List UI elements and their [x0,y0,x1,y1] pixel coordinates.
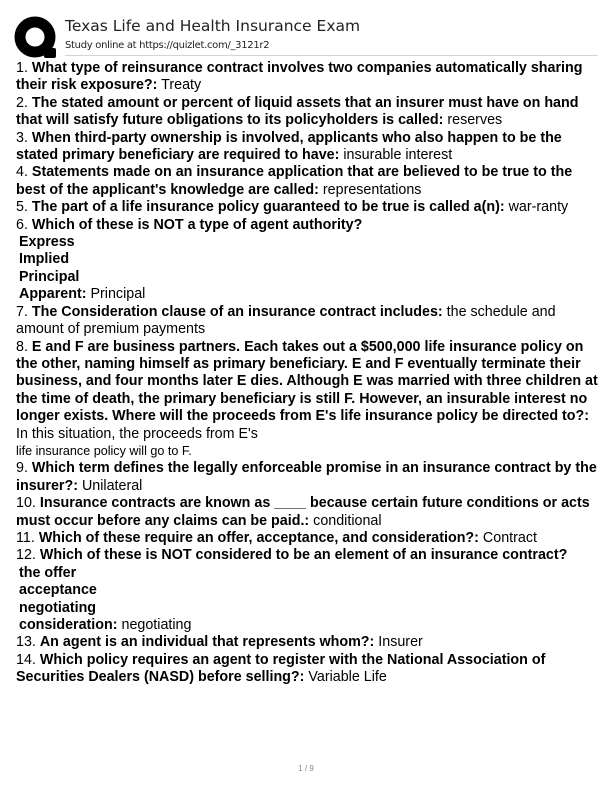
answer-option: Express [19,234,75,251]
page-number: 1 / 9 [298,764,314,773]
answer-option: the offer [19,564,77,581]
question-item-12: 12. Which of these is NOT considered to be an element of an insurance contract? the offer acceptance negotiating consideration: negotiating [16,547,600,634]
question-item-7: 7. The Consideration clause of an insurance contract includes: the schedule and amount of premium payments [16,303,556,338]
header-divider [65,55,598,56]
question-item-13: 13. An agent is an individual that represents whom?: Insurer [16,634,423,651]
document-title: Texas Life and Health Insurance Exam [65,17,361,35]
question-item-11: 11. Which of these require an offer, acceptance, and consideration?: Contract [16,529,537,546]
question-item-2: 2. The stated amount or percent of liquid assets that an insurer must have on hand that will satisfy future obligations to its policyholders is called: reserves [16,94,579,129]
quizlet-logo-icon [14,16,58,60]
question-item-1: 1. What type of reinsurance contract involves two companies automatically sharing their risk exposure?: Treaty [16,60,583,94]
answer-option: acceptance [19,582,97,599]
question-item-14: 14. Which policy requires an agent to register with the National Association of Securities Dealers (NASD) before selling?: Variable Life [16,651,546,686]
question-item-4: 4. Statements made on an insurance application that are believed to be true to the best of the applicant's knowledge are called: representations [16,164,573,198]
answer-option: consideration: [19,617,118,633]
question-item-5: 5. The part of a life insurance policy guaranteed to be true is called a(n): war-ranty [16,199,569,216]
answer-option: Principal [19,268,80,285]
question-item-10: 10. Insurance contracts are known as ____ because certain future conditions or acts must occur before any claims can be paid.: conditional [16,495,590,529]
answer-option: Apparent: [19,286,87,303]
study-link-text: Study online at https://quizlet.com/_3121r2 [65,40,270,51]
question-list [16,60,600,687]
question-item-6: 6. Which of these is NOT a type of agent authority? Express Implied Principal Apparent: Principal [16,217,600,304]
answer-option: Implied [19,251,70,268]
question-item-9: 9. Which term defines the legally enforceable promise in an insurance contract by the insurer?: Unilateral [16,460,597,494]
answer-option: negotiating [19,599,97,616]
page-header [14,16,598,58]
question-item-8: 8. E and F are business partners. Each takes out a $500,000 life insurance policy on the other, naming himself as primary beneficiary. E and F eventually terminate their business, and four months later E dies. Although E was married with three children at the time of death, the primary beneficiary is still F. However, an insurable interest no longer exists. Where will the proceeds from E's life insurance policy be directed to?: In this situation, the proceeds from E's life insurance policy will go to F. [16,338,598,458]
question-item-3: 3. When third-party ownership is involved, applicants who also happen to be the stated primary beneficiary are required to have: insurable interest [16,129,562,164]
